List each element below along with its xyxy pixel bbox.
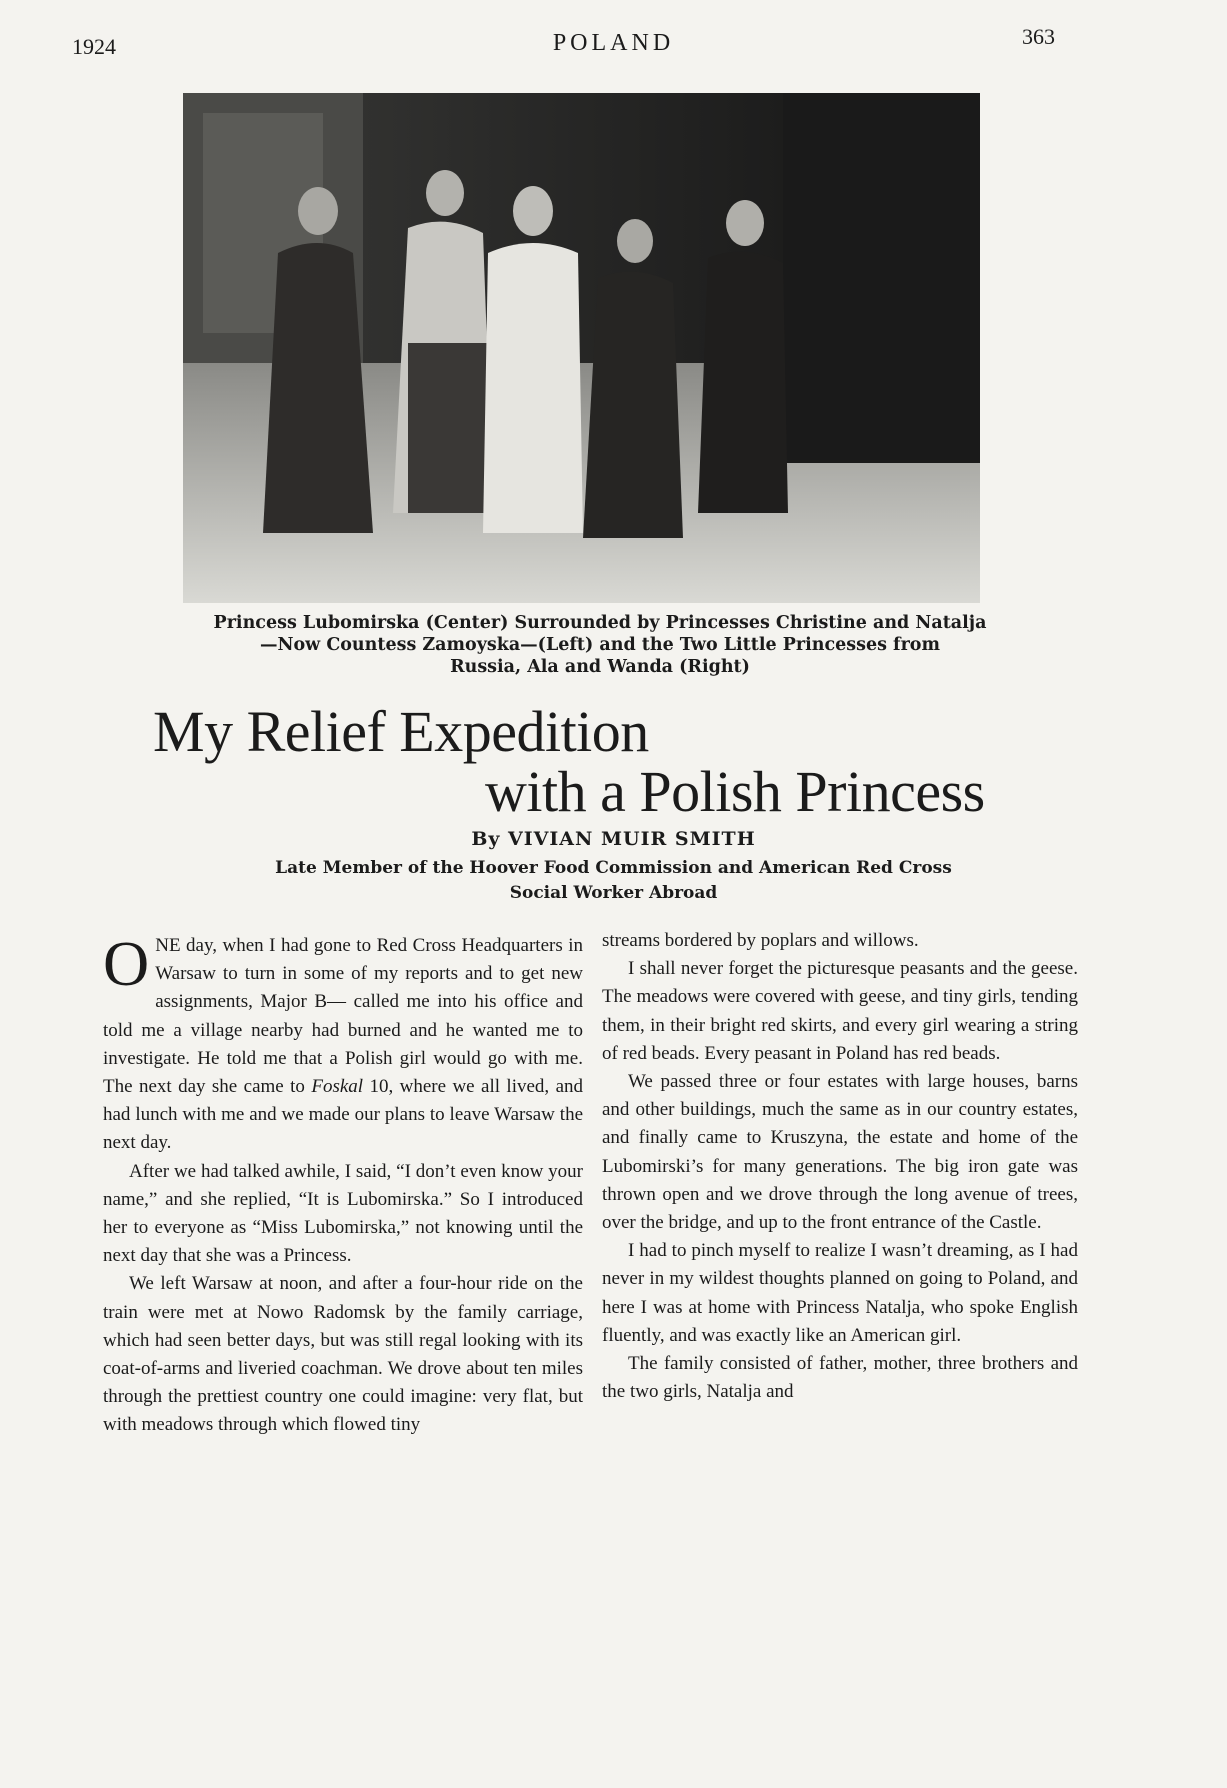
- paragraph: We passed three or four estates with large houses, barns and other buildings, much the same as in our country estates, and finally came to Kruszyna, the estate and home of the Lubomirski’s for many generations. The big iron gate was thrown open and we drove through the long avenue of trees, over the bridge, and up to the front entrance of the Castle.: [602, 1071, 1078, 1234]
- paragraph-italic-text: Foskal: [311, 1076, 364, 1098]
- drop-cap: O: [103, 928, 150, 999]
- header-year: 1924: [72, 34, 116, 59]
- article-column-right: [602, 927, 1078, 1406]
- paragraph: I had to pinch myself to realize I wasn’t dreaming, as I had never in my wildest thoughts planned on going to Poland, and here I was at home with Princess Natalja, who spoke English fluently, and was exactly like an American girl.: [602, 1240, 1078, 1346]
- header-page-number: 363: [1022, 24, 1055, 49]
- photo-illustration: [183, 93, 980, 603]
- paragraph: [103, 928, 584, 1158]
- caption-line: Princess Lubomirska (Center) Surrounded by Princesses Christine and Natalja: [213, 613, 987, 633]
- photo-caption: [140, 612, 1060, 678]
- paragraph: We left Warsaw at noon, and after a four-hour ride on the train were met at Nowo Radomsk by the family carriage, which had seen better days, but was still regal looking with its coat-of-arms and liveried coachman. We drove about ten miles through the prettiest country one could imagine: very flat, but with meadows through which flowed tiny: [103, 1273, 583, 1436]
- article-column-left: [103, 928, 584, 1440]
- article-title-line-1: My Relief Expedition: [153, 699, 649, 764]
- paragraph: The family consisted of father, mother, three brothers and the two girls, Natalja and: [602, 1353, 1078, 1403]
- author-affiliation: [140, 856, 1087, 906]
- header-magazine-title: POLAND: [552, 30, 675, 56]
- affiliation-line: Late Member of the Hoover Food Commission and American Red Cross: [275, 858, 952, 878]
- article-title-line-2: with a Polish Princess: [485, 759, 985, 824]
- paragraph: After we had talked awhile, I said, “I don’t even know your name,” and she replied, “It is Lubomirska.” So I introduced her to everyone as “Miss Lubomirska,” not knowing until the next day that she was a Princess.: [103, 1160, 583, 1267]
- paragraph: streams bordered by poplars and willows.: [602, 930, 919, 951]
- paragraph-text: NE day, when I had gone to Red Cross Headquarters in Warsaw to turn in some of my reports and to get new assignments, Major B— called me into his office and told me a village nearby had burned and he wanted me to investigate. He told me that a Polish girl would go with me. The next day she came to: [103, 935, 583, 1098]
- paragraph: I shall never forget the picturesque peasants and the geese. The meadows were covered with geese, and tiny girls, tending them, in their bright red skirts, and every girl wearing a string of red beads. Every peasant in Poland has red beads.: [602, 958, 1078, 1064]
- affiliation-line: Social Worker Abroad: [509, 883, 718, 903]
- group-photograph: [183, 93, 980, 603]
- article-byline: By VIVIAN MUIR SMITH: [471, 828, 756, 850]
- caption-line: Russia, Ala and Wanda (Right): [450, 657, 750, 677]
- paragraph-text: 10, where we all lived, and had lunch with me and we made our plans to leave Warsaw the next day.: [103, 1076, 584, 1154]
- caption-line: —Now Countess Zamoyska—(Left) and the Two Little Princesses from: [260, 635, 940, 655]
